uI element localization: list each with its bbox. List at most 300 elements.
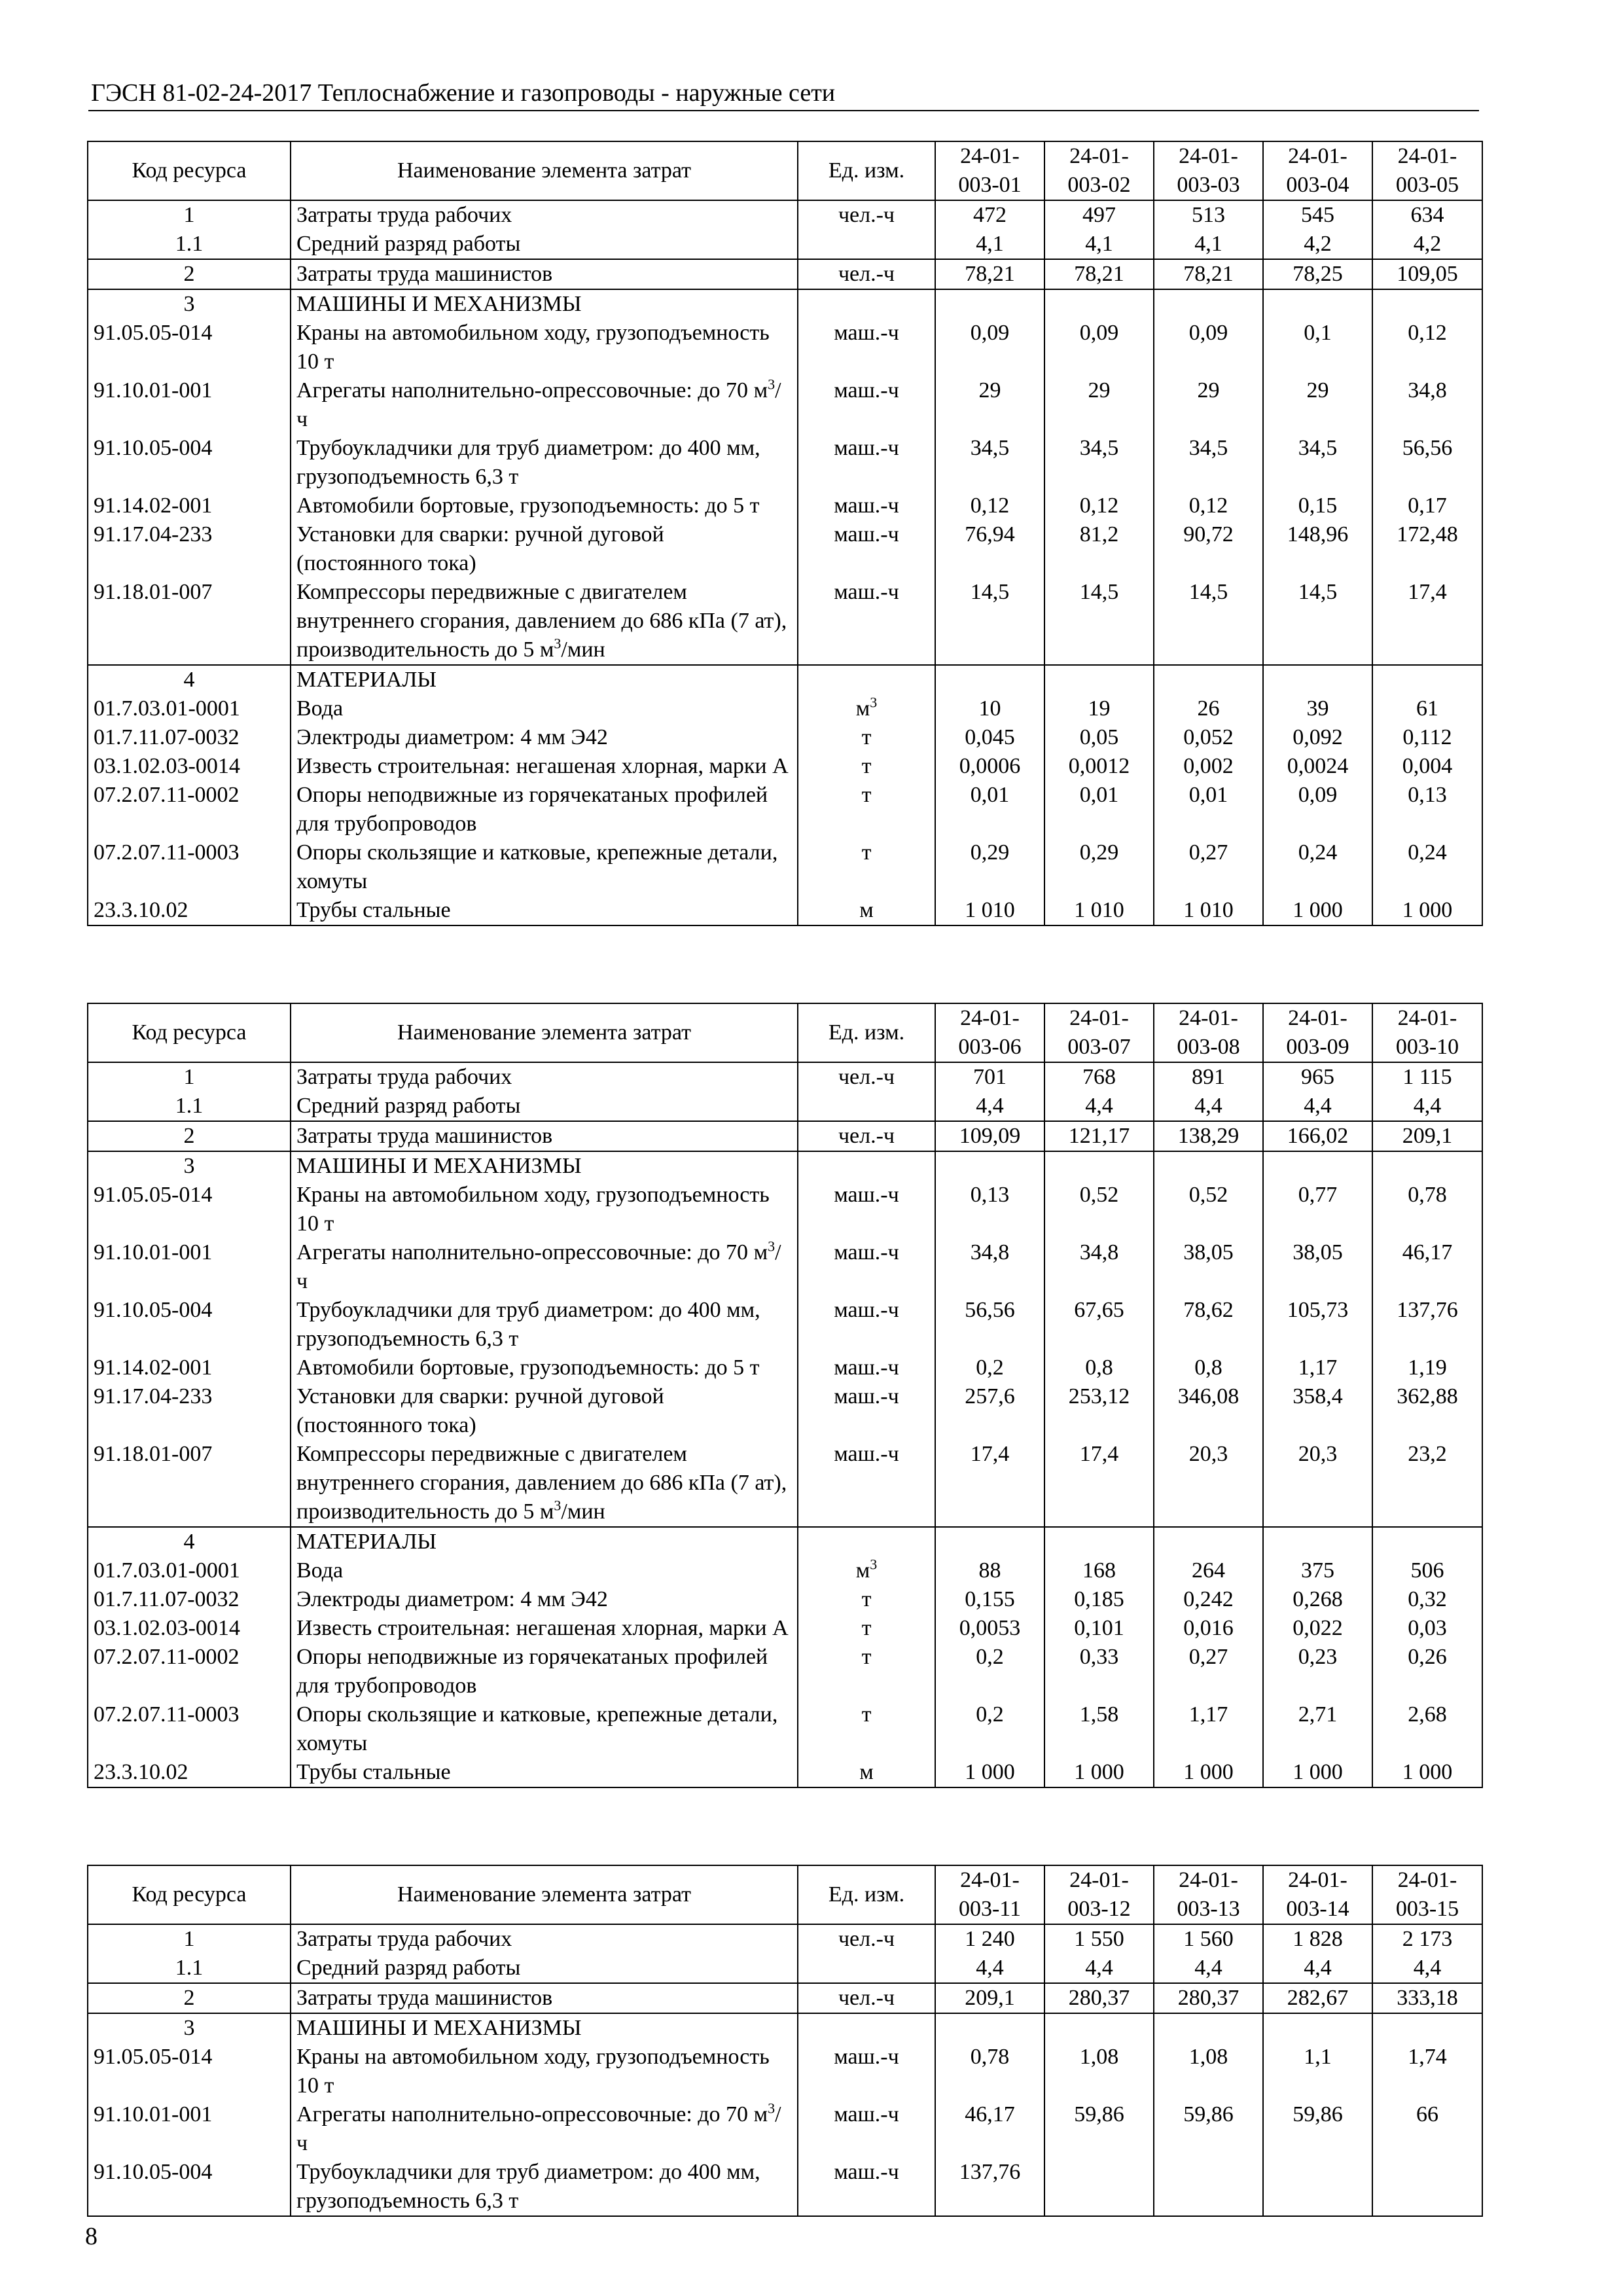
empty-cell <box>1372 1527 1482 1556</box>
cost-element-name: Автомобили бортовые, грузоподъемность: до 5 т <box>291 492 798 520</box>
unit-cell: чел.-ч <box>798 1924 935 1954</box>
resource-code: 91.05.05-014 <box>88 1181 291 1238</box>
value-cell: 23,2 <box>1372 1440 1482 1527</box>
unit-cell <box>798 230 935 259</box>
empty-cell <box>1372 1151 1482 1181</box>
cost-element-name: Трубы стальные <box>291 1758 798 1787</box>
value-cell: 172,48 <box>1372 520 1482 578</box>
table-row <box>88 1643 1482 1700</box>
value-cell: 0,09 <box>1263 781 1372 838</box>
empty-cell <box>798 665 935 694</box>
page-header <box>88 77 1479 111</box>
value-cell: 17,4 <box>1372 578 1482 665</box>
value-cell: 1,19 <box>1372 1354 1482 1382</box>
resource-code: 07.2.07.11-0002 <box>88 1643 291 1700</box>
resource-code: 1.1 <box>88 1954 291 1983</box>
value-cell: 1,1 <box>1263 2043 1372 2100</box>
value-cell: 1,58 <box>1044 1700 1154 1758</box>
empty-cell <box>1372 2013 1482 2043</box>
unit-cell: $м^3$ <box>798 694 935 723</box>
table-row <box>88 781 1482 838</box>
resource-table-3 <box>87 1865 1483 2217</box>
value-cell: 0,77 <box>1263 1181 1372 1238</box>
value-cell: 0,002 <box>1154 752 1263 781</box>
unit-cell: т <box>798 1614 935 1643</box>
value-cell: 59,86 <box>1154 2100 1263 2158</box>
value-cell <box>1044 2158 1154 2216</box>
value-cell: 0,13 <box>1372 781 1482 838</box>
table-row <box>88 752 1482 781</box>
table-row <box>88 694 1482 723</box>
table-row <box>88 838 1482 896</box>
value-cell: 0,8 <box>1044 1354 1154 1382</box>
value-cell: 0,33 <box>1044 1643 1154 1700</box>
resource-code: 01.7.11.07-0032 <box>88 1585 291 1614</box>
value-cell: 56,56 <box>1372 434 1482 492</box>
unit-cell: т <box>798 1700 935 1758</box>
column-header-rate-code: 24-01-003-14 <box>1263 1865 1372 1924</box>
value-cell: 768 <box>1044 1062 1154 1092</box>
empty-cell <box>1154 2013 1263 2043</box>
resource-code: 4 <box>88 665 291 694</box>
cost-element-name: Опоры неподвижные из горячекатаных профилей для трубопроводов <box>291 1643 798 1700</box>
column-header-code: Код ресурса <box>88 1865 291 1924</box>
value-cell: 4,4 <box>935 1954 1044 1983</box>
column-header-rate-code: 24-01-003-09 <box>1263 1003 1372 1062</box>
empty-cell <box>1263 2013 1372 2043</box>
cost-element-name: Краны на автомобильном ходу, грузоподъемность 10 т <box>291 319 798 376</box>
value-cell: 34,8 <box>1044 1238 1154 1296</box>
cost-element-name: Известь строительная: негашеная хлорная, марки А <box>291 1614 798 1643</box>
section-row <box>88 1527 1482 1556</box>
empty-cell <box>1154 1527 1263 1556</box>
value-cell: 0,52 <box>1154 1181 1263 1238</box>
unit-cell: чел.-ч <box>798 1983 935 2013</box>
cost-element-name: Опоры скользящие и катковые, крепежные детали, хомуты <box>291 838 798 896</box>
value-cell: 1 010 <box>1154 896 1263 925</box>
value-cell: 0,0053 <box>935 1614 1044 1643</box>
table-row <box>88 200 1482 230</box>
table-row <box>88 723 1482 752</box>
section-row <box>88 1151 1482 1181</box>
value-cell: 29 <box>935 376 1044 434</box>
unit-cell: т <box>798 1643 935 1700</box>
resource-code: 91.10.01-001 <box>88 2100 291 2158</box>
section-row <box>88 2013 1482 2043</box>
value-cell: 0,2 <box>935 1354 1044 1382</box>
resource-code: 91.10.05-004 <box>88 434 291 492</box>
value-cell: 14,5 <box>1154 578 1263 665</box>
value-cell: 0,78 <box>1372 1181 1482 1238</box>
value-cell <box>1372 2158 1482 2216</box>
unit-cell: т <box>798 1585 935 1614</box>
cost-element-name: Трубоукладчики для труб диаметром: до 400 мм, грузоподъемность 6,3 т <box>291 1296 798 1354</box>
value-cell: 109,05 <box>1372 259 1482 289</box>
value-cell: 346,08 <box>1154 1382 1263 1440</box>
value-cell: 1 000 <box>1372 896 1482 925</box>
empty-cell <box>1044 289 1154 319</box>
value-cell: 78,62 <box>1154 1296 1263 1354</box>
value-cell: 634 <box>1372 200 1482 230</box>
value-cell: 0,23 <box>1263 1643 1372 1700</box>
unit-cell: т <box>798 752 935 781</box>
value-cell: 14,5 <box>935 578 1044 665</box>
value-cell: 1,17 <box>1263 1354 1372 1382</box>
value-cell: 46,17 <box>935 2100 1044 2158</box>
value-cell: 1 560 <box>1154 1924 1263 1954</box>
table-row <box>88 1121 1482 1151</box>
value-cell: 0,52 <box>1044 1181 1154 1238</box>
column-header-rate-code: 24-01-003-08 <box>1154 1003 1263 1062</box>
unit-cell: маш.-ч <box>798 319 935 376</box>
value-cell: 545 <box>1263 200 1372 230</box>
value-cell: 4,4 <box>1372 1954 1482 1983</box>
value-cell: 0,24 <box>1263 838 1372 896</box>
cost-element-name: Компрессоры передвижные с двигателем внутреннего сгорания, давлением до 686 кПа (7 ат), производительность до 5 $м^3$/мин <box>291 578 798 665</box>
header-row <box>88 1865 1482 1924</box>
cost-element-name: Автомобили бортовые, грузоподъемность: до 5 т <box>291 1354 798 1382</box>
value-cell: 0,09 <box>1154 319 1263 376</box>
value-cell: 1 000 <box>1263 896 1372 925</box>
unit-cell: $м^3$ <box>798 1556 935 1585</box>
cost-element-name: Вода <box>291 1556 798 1585</box>
value-cell: 280,37 <box>1154 1983 1263 2013</box>
value-cell: 0,155 <box>935 1585 1044 1614</box>
value-cell: 0,24 <box>1372 838 1482 896</box>
value-cell: 0,185 <box>1044 1585 1154 1614</box>
value-cell: 1 828 <box>1263 1924 1372 1954</box>
value-cell: 46,17 <box>1372 1238 1482 1296</box>
unit-cell: маш.-ч <box>798 1181 935 1238</box>
value-cell: 0,01 <box>1154 781 1263 838</box>
resource-code: 1.1 <box>88 230 291 259</box>
table-row <box>88 1440 1482 1527</box>
value-cell: 0,27 <box>1154 1643 1263 1700</box>
value-cell: 4,4 <box>1263 1092 1372 1121</box>
section-row <box>88 665 1482 694</box>
unit-cell: чел.-ч <box>798 1062 935 1092</box>
resource-code: 03.1.02.03-0014 <box>88 752 291 781</box>
table-row <box>88 1924 1482 1954</box>
column-header-rate-code: 24-01-003-06 <box>935 1003 1044 1062</box>
table-row <box>88 376 1482 434</box>
value-cell: 0,12 <box>935 492 1044 520</box>
cost-element-name: Трубоукладчики для труб диаметром: до 400 мм, грузоподъемность 6,3 т <box>291 434 798 492</box>
value-cell: 39 <box>1263 694 1372 723</box>
resource-code: 4 <box>88 1527 291 1556</box>
resource-code: 1 <box>88 1062 291 1092</box>
value-cell: 282,67 <box>1263 1983 1372 2013</box>
value-cell: 0,09 <box>1044 319 1154 376</box>
value-cell: 1 000 <box>1044 1758 1154 1787</box>
value-cell: 0,052 <box>1154 723 1263 752</box>
value-cell: 56,56 <box>935 1296 1044 1354</box>
column-header-name: Наименование элемента затрат <box>291 141 798 200</box>
value-cell: 29 <box>1154 376 1263 434</box>
cost-element-name: Электроды диаметром: 4 мм Э42 <box>291 1585 798 1614</box>
value-cell: 4,2 <box>1372 230 1482 259</box>
resource-code: 91.10.01-001 <box>88 1238 291 1296</box>
cost-element-name: Агрегаты наполнительно-опрессовочные: до 70 $м^3/ч$ <box>291 2100 798 2158</box>
value-cell: 17,4 <box>1044 1440 1154 1527</box>
table-row <box>88 1758 1482 1787</box>
cost-element-name: Опоры неподвижные из горячекатаных профилей для трубопроводов <box>291 781 798 838</box>
value-cell: 1 550 <box>1044 1924 1154 1954</box>
unit-cell: маш.-ч <box>798 434 935 492</box>
value-cell: 10 <box>935 694 1044 723</box>
resource-code: 91.14.02-001 <box>88 1354 291 1382</box>
value-cell: 1,08 <box>1154 2043 1263 2100</box>
table-row <box>88 1585 1482 1614</box>
value-cell: 61 <box>1372 694 1482 723</box>
empty-cell <box>1263 289 1372 319</box>
cost-element-name: Затраты труда машинистов <box>291 1121 798 1151</box>
resource-code: 91.10.05-004 <box>88 2158 291 2216</box>
column-header-name: Наименование элемента затрат <box>291 1865 798 1924</box>
unit-cell: маш.-ч <box>798 1382 935 1440</box>
value-cell: 0,8 <box>1154 1354 1263 1382</box>
table-row <box>88 1556 1482 1585</box>
value-cell: 90,72 <box>1154 520 1263 578</box>
empty-cell <box>1263 665 1372 694</box>
unit-cell: маш.-ч <box>798 2158 935 2216</box>
cost-element-name: Трубоукладчики для труб диаметром: до 400 мм, грузоподъемность 6,3 т <box>291 2158 798 2216</box>
unit-cell: маш.-ч <box>798 376 935 434</box>
column-header-unit: Ед. изм. <box>798 1003 935 1062</box>
value-cell: 1 240 <box>935 1924 1044 1954</box>
table-row <box>88 434 1482 492</box>
unit-cell: м <box>798 896 935 925</box>
unit-cell: маш.-ч <box>798 492 935 520</box>
column-header-unit: Ед. изм. <box>798 1865 935 1924</box>
section-title: МАШИНЫ И МЕХАНИЗМЫ <box>291 289 798 319</box>
value-cell: 14,5 <box>1263 578 1372 665</box>
cost-element-name: Известь строительная: негашеная хлорная, марки А <box>291 752 798 781</box>
section-title: МАШИНЫ И МЕХАНИЗМЫ <box>291 2013 798 2043</box>
table-row <box>88 1700 1482 1758</box>
table-row <box>88 520 1482 578</box>
unit-cell: чел.-ч <box>798 1121 935 1151</box>
value-cell: 4,4 <box>1154 1092 1263 1121</box>
column-header-rate-code: 24-01-003-15 <box>1372 1865 1482 1924</box>
value-cell: 38,05 <box>1263 1238 1372 1296</box>
unit-cell <box>798 1092 935 1121</box>
table-row <box>88 578 1482 665</box>
value-cell: 0,268 <box>1263 1585 1372 1614</box>
column-header-rate-code: 24-01-003-13 <box>1154 1865 1263 1924</box>
resource-code: 91.18.01-007 <box>88 1440 291 1527</box>
value-cell: 1,74 <box>1372 2043 1482 2100</box>
cost-element-name: Агрегаты наполнительно-опрессовочные: до 70 $м^3/ч$ <box>291 376 798 434</box>
value-cell: 0,13 <box>935 1181 1044 1238</box>
cost-element-name: Компрессоры передвижные с двигателем внутреннего сгорания, давлением до 686 кПа (7 ат), производительность до 5 $м^3$/мин <box>291 1440 798 1527</box>
value-cell: 4,2 <box>1263 230 1372 259</box>
table-row <box>88 1062 1482 1092</box>
resource-code: 91.05.05-014 <box>88 2043 291 2100</box>
unit-cell: маш.-ч <box>798 1296 935 1354</box>
empty-cell <box>798 1527 935 1556</box>
value-cell: 2,71 <box>1263 1700 1372 1758</box>
value-cell: 4,1 <box>935 230 1044 259</box>
cost-element-name: Средний разряд работы <box>291 230 798 259</box>
value-cell: 497 <box>1044 200 1154 230</box>
cost-element-name: Краны на автомобильном ходу, грузоподъемность 10 т <box>291 2043 798 2100</box>
value-cell: 67,65 <box>1044 1296 1154 1354</box>
table-row <box>88 896 1482 925</box>
column-header-code: Код ресурса <box>88 141 291 200</box>
empty-cell <box>798 1151 935 1181</box>
empty-cell <box>1044 1151 1154 1181</box>
value-cell: 891 <box>1154 1062 1263 1092</box>
cost-element-name: Вода <box>291 694 798 723</box>
column-header-rate-code: 24-01-003-12 <box>1044 1865 1154 1924</box>
resource-code: 91.05.05-014 <box>88 319 291 376</box>
value-cell: 66 <box>1372 2100 1482 2158</box>
value-cell: 121,17 <box>1044 1121 1154 1151</box>
empty-cell <box>1044 1527 1154 1556</box>
value-cell: 1 010 <box>1044 896 1154 925</box>
empty-cell <box>1154 289 1263 319</box>
value-cell: 78,21 <box>935 259 1044 289</box>
resource-code: 1 <box>88 200 291 230</box>
value-cell: 1,08 <box>1044 2043 1154 2100</box>
value-cell <box>1154 2158 1263 2216</box>
page-number: 8 <box>85 2223 98 2250</box>
header-row <box>88 141 1482 200</box>
value-cell: 0,26 <box>1372 1643 1482 1700</box>
unit-cell: т <box>798 838 935 896</box>
value-cell: 0,0024 <box>1263 752 1372 781</box>
value-cell: 0,17 <box>1372 492 1482 520</box>
cost-element-name: Установки для сварки: ручной дуговой (постоянного тока) <box>291 1382 798 1440</box>
value-cell: 0,101 <box>1044 1614 1154 1643</box>
value-cell: 0,12 <box>1044 492 1154 520</box>
value-cell: 257,6 <box>935 1382 1044 1440</box>
value-cell: 965 <box>1263 1062 1372 1092</box>
value-cell: 209,1 <box>935 1983 1044 2013</box>
value-cell: 0,05 <box>1044 723 1154 752</box>
cost-element-name: Затраты труда рабочих <box>291 1924 798 1954</box>
cost-element-name: Затраты труда рабочих <box>291 200 798 230</box>
column-header-unit: Ед. изм. <box>798 141 935 200</box>
value-cell: 34,5 <box>1044 434 1154 492</box>
document-title: ГЭСН 81-02-24-2017 Теплоснабжение и газопроводы - наружные сети <box>91 79 836 107</box>
resource-table-1 <box>87 141 1483 926</box>
cost-element-name: Опоры скользящие и катковые, крепежные детали, хомуты <box>291 1700 798 1758</box>
cost-element-name: Краны на автомобильном ходу, грузоподъемность 10 т <box>291 1181 798 1238</box>
value-cell: 0,045 <box>935 723 1044 752</box>
resource-code: 23.3.10.02 <box>88 1758 291 1787</box>
table-row <box>88 2043 1482 2100</box>
table-row <box>88 230 1482 259</box>
value-cell: 59,86 <box>1044 2100 1154 2158</box>
resource-code: 91.10.01-001 <box>88 376 291 434</box>
value-cell: 1 000 <box>1154 1758 1263 1787</box>
value-cell: 78,21 <box>1154 259 1263 289</box>
table-row <box>88 319 1482 376</box>
empty-cell <box>798 289 935 319</box>
table-row <box>88 2100 1482 2158</box>
empty-cell <box>798 2013 935 2043</box>
column-header-rate-code: 24-01-003-03 <box>1154 141 1263 200</box>
resource-code: 03.1.02.03-0014 <box>88 1614 291 1643</box>
value-cell: 19 <box>1044 694 1154 723</box>
value-cell: 138,29 <box>1154 1121 1263 1151</box>
table-row <box>88 1614 1482 1643</box>
empty-cell <box>1263 1527 1372 1556</box>
resource-code: 2 <box>88 1121 291 1151</box>
resource-code: 3 <box>88 289 291 319</box>
unit-cell: м <box>798 1758 935 1787</box>
value-cell: 29 <box>1044 376 1154 434</box>
value-cell: 4,4 <box>1044 1954 1154 1983</box>
value-cell: 0,242 <box>1154 1585 1263 1614</box>
value-cell: 701 <box>935 1062 1044 1092</box>
section-row <box>88 289 1482 319</box>
value-cell: 0,01 <box>1044 781 1154 838</box>
resource-code: 01.7.03.01-0001 <box>88 1556 291 1585</box>
value-cell: 0,03 <box>1372 1614 1482 1643</box>
cost-element-name: Средний разряд работы <box>291 1954 798 1983</box>
value-cell: 0,004 <box>1372 752 1482 781</box>
empty-cell <box>1372 665 1482 694</box>
value-cell: 78,21 <box>1044 259 1154 289</box>
resource-code: 3 <box>88 1151 291 1181</box>
value-cell: 0,29 <box>935 838 1044 896</box>
section-title: МАШИНЫ И МЕХАНИЗМЫ <box>291 1151 798 1181</box>
value-cell: 0,29 <box>1044 838 1154 896</box>
cost-element-name: Средний разряд работы <box>291 1092 798 1121</box>
resource-code: 91.17.04-233 <box>88 1382 291 1440</box>
value-cell: 1 010 <box>935 896 1044 925</box>
unit-cell: маш.-ч <box>798 1238 935 1296</box>
empty-cell <box>1154 1151 1263 1181</box>
cost-element-name: Установки для сварки: ручной дуговой (постоянного тока) <box>291 520 798 578</box>
empty-cell <box>935 2013 1044 2043</box>
value-cell: 0,15 <box>1263 492 1372 520</box>
cost-element-name: Затраты труда машинистов <box>291 259 798 289</box>
value-cell: 1 000 <box>1372 1758 1482 1787</box>
value-cell: 4,1 <box>1044 230 1154 259</box>
value-cell: 1,17 <box>1154 1700 1263 1758</box>
column-header-rate-code: 24-01-003-05 <box>1372 141 1482 200</box>
value-cell: 26 <box>1154 694 1263 723</box>
value-cell: 2,68 <box>1372 1700 1482 1758</box>
value-cell: 0,112 <box>1372 723 1482 752</box>
value-cell: 4,4 <box>1044 1092 1154 1121</box>
cost-element-name: Агрегаты наполнительно-опрессовочные: до 70 $м^3/ч$ <box>291 1238 798 1296</box>
value-cell: 375 <box>1263 1556 1372 1585</box>
value-cell: 4,4 <box>1263 1954 1372 1983</box>
column-header-name: Наименование элемента затрат <box>291 1003 798 1062</box>
table-row <box>88 1983 1482 2013</box>
resource-code: 07.2.07.11-0003 <box>88 838 291 896</box>
value-cell: 0,78 <box>935 2043 1044 2100</box>
value-cell: 1 115 <box>1372 1062 1482 1092</box>
cost-element-name: Затраты труда рабочих <box>291 1062 798 1092</box>
unit-cell: маш.-ч <box>798 520 935 578</box>
empty-cell <box>935 289 1044 319</box>
value-cell: 34,8 <box>935 1238 1044 1296</box>
resource-table-2 <box>87 1003 1483 1788</box>
value-cell: 2 173 <box>1372 1924 1482 1954</box>
value-cell: 0,016 <box>1154 1614 1263 1643</box>
value-cell: 0,01 <box>935 781 1044 838</box>
table-row <box>88 1954 1482 1983</box>
empty-cell <box>1044 2013 1154 2043</box>
value-cell: 137,76 <box>1372 1296 1482 1354</box>
value-cell: 59,86 <box>1263 2100 1372 2158</box>
